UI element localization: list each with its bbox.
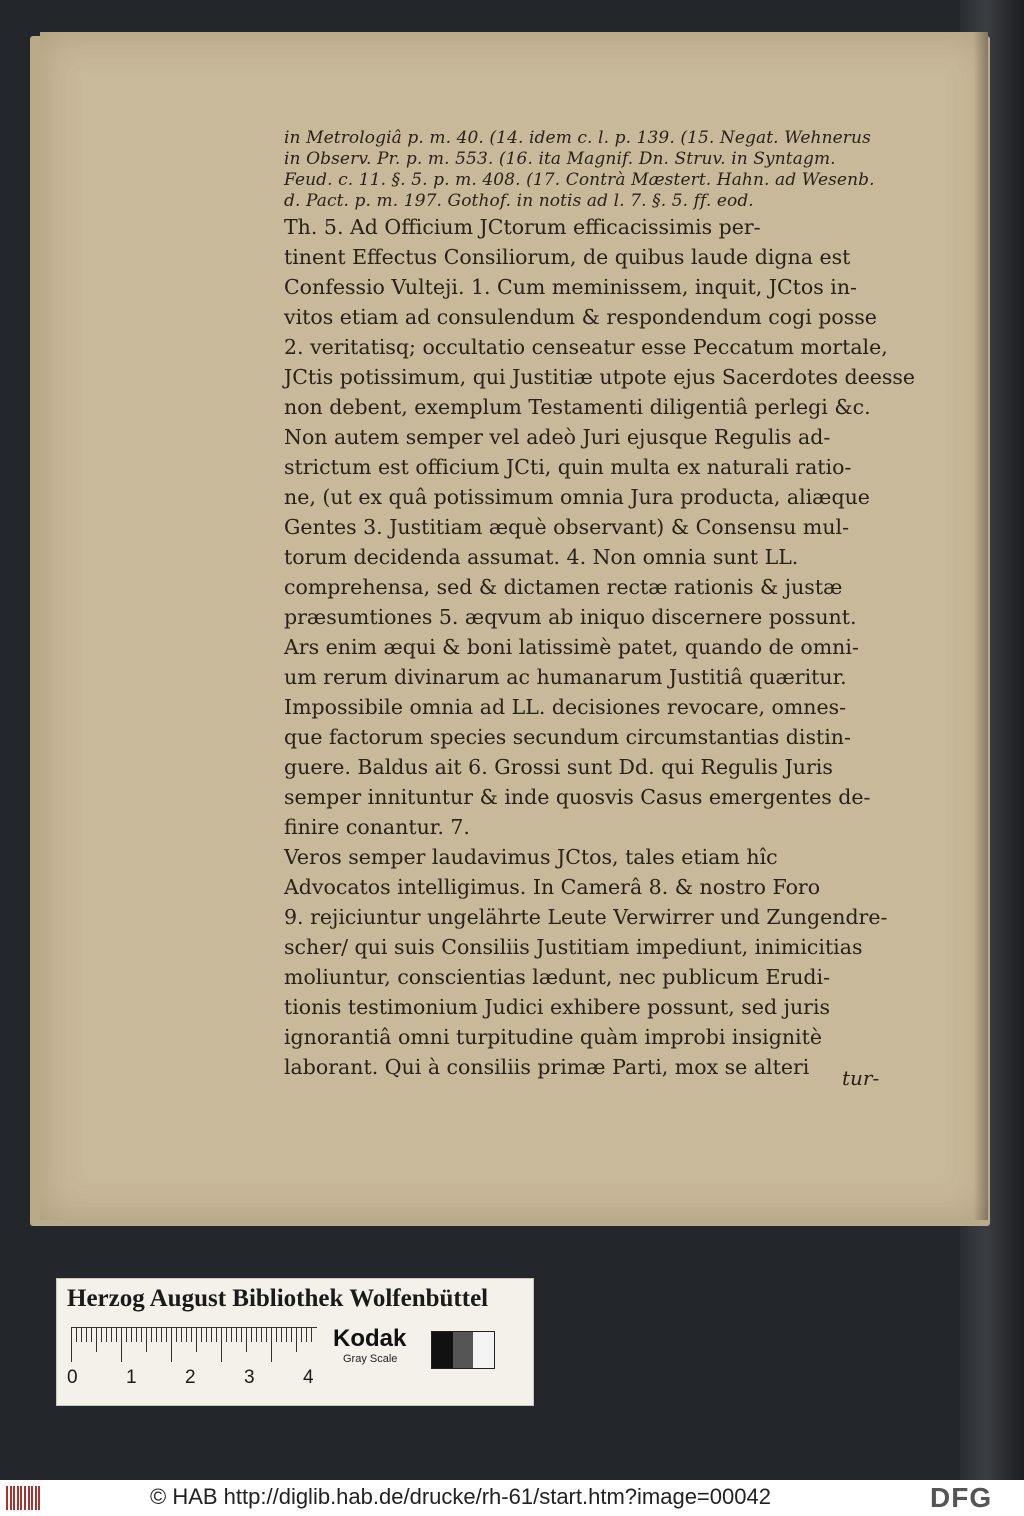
ruler-tick <box>236 1328 237 1342</box>
text-line: strictum est officium JCti, quin multa ex naturali ratio- <box>284 455 852 479</box>
swatch-black <box>432 1332 453 1368</box>
ruler-tick <box>231 1328 232 1342</box>
dfg-logo: DFG <box>930 1482 993 1513</box>
ruler-tick <box>111 1328 112 1342</box>
text-line: que factorum species secundum circumstantias distin- <box>284 725 851 749</box>
ruler-tick <box>266 1328 267 1342</box>
footnote-line: d. Pact. p. m. 197. Gothof. in notis ad l. 7. §. 5. ff. eod. <box>284 191 754 211</box>
ruler-tick <box>121 1328 122 1362</box>
footnote-line: Feud. c. 11. §. 5. p. m. 408. (17. Contrà Mæstert. Hahn. ad Wesenb. <box>284 170 875 190</box>
ruler-tick <box>196 1328 197 1352</box>
text-line: guere. Baldus ait 6. Grossi sunt Dd. qui Regulis Juris <box>284 755 833 779</box>
text-line: Gentes 3. Justitiam æquè observant) & Consensu mul- <box>284 515 850 539</box>
ruler-tick <box>216 1328 217 1342</box>
ruler-tick <box>131 1328 132 1342</box>
ruler-tick <box>176 1328 177 1342</box>
text-line: JCtis potissimum, qui Justitiæ utpote ejus Sacerdotes deesse <box>284 365 916 389</box>
ruler-tick <box>251 1328 252 1342</box>
page-text <box>284 128 916 1082</box>
ruler-tick <box>141 1328 142 1342</box>
copyright-url[interactable]: © HAB http://diglib.hab.de/drucke/rh-61/start.htm?image=00042 <box>150 1484 771 1509</box>
barcode-bar <box>38 1486 40 1510</box>
ruler-tick <box>126 1328 127 1342</box>
color-target-label <box>56 1278 534 1406</box>
ruler-numbers <box>67 1367 327 1391</box>
text-line: moliuntur, conscientias lædunt, nec publicum Erudi- <box>284 965 831 989</box>
ruler-tick <box>166 1328 167 1342</box>
ruler-tick <box>186 1328 187 1342</box>
ruler-tick <box>271 1328 272 1362</box>
footer-bar <box>0 1480 1024 1516</box>
ruler-tick <box>306 1328 307 1342</box>
swatch-dark-gray <box>453 1332 474 1368</box>
ruler-tick <box>286 1328 287 1342</box>
ruler-number: 4 <box>303 1367 314 1388</box>
ruler-tick <box>156 1328 157 1342</box>
ruler-tick <box>106 1328 107 1342</box>
barcode-bar <box>24 1486 26 1510</box>
swatch-white <box>473 1332 494 1368</box>
body-text <box>284 212 916 1082</box>
barcode-bar <box>20 1486 22 1510</box>
ruler-number: 3 <box>244 1367 255 1388</box>
text-line: vitos etiam ad consulendum & respondendum cogi posse <box>284 305 877 329</box>
text-line: Confessio Vulteji. 1. Cum meminissem, inquit, JCtos in- <box>284 275 857 299</box>
text-line: ignorantiâ omni turpitudine quàm improbi insignitè <box>284 1025 822 1049</box>
ruler-number: 2 <box>185 1367 196 1388</box>
ruler-tick <box>201 1328 202 1342</box>
ruler-tick <box>206 1328 207 1342</box>
text-line: tinent Effectus Consiliorum, de quibus laude digna est <box>284 245 851 269</box>
text-line: comprehensa, sed & dictamen rectæ rationis & justæ <box>284 575 843 599</box>
ruler-tick <box>226 1328 227 1342</box>
ruler-tick <box>86 1328 87 1342</box>
text-line: 2. veritatisq; occultatio censeatur esse Peccatum mortale, <box>284 335 888 359</box>
ruler <box>71 1327 317 1364</box>
text-line: non debent, exemplum Testamenti diligentiâ perlegi &c. <box>284 395 871 419</box>
ruler-number: 0 <box>67 1367 78 1388</box>
ruler-tick <box>101 1328 102 1342</box>
text-line: um rerum divinarum ac humanarum Justitiâ quæritur. <box>284 665 847 689</box>
barcode-bar <box>17 1486 19 1510</box>
ruler-tick <box>116 1328 117 1342</box>
text-line: ne, (ut ex quâ potissimum omnia Jura producta, aliæque <box>284 485 870 509</box>
ruler-tick <box>241 1328 242 1342</box>
barcode-bar <box>10 1486 12 1510</box>
text-line: Impossibile omnia ad LL. decisiones revocare, omnes- <box>284 695 847 719</box>
kodak-logo: Kodak <box>333 1325 407 1352</box>
text-line: Ars enim æqui & boni latissimè patet, quando de omni- <box>284 635 859 659</box>
ruler-tick <box>191 1328 192 1342</box>
barcode-bar <box>28 1486 30 1510</box>
text-line: laborant. Qui à consiliis primæ Parti, mox se alteri <box>284 1055 810 1079</box>
ruler-tick <box>146 1328 147 1352</box>
gray-swatches <box>431 1331 495 1369</box>
barcode-bar <box>6 1486 8 1510</box>
ruler-tick <box>71 1328 72 1362</box>
text-line: Th. 5. Ad Officium JCtorum efficacissimis per- <box>284 215 761 239</box>
text-line: torum decidenda assumat. 4. Non omnia sunt LL. <box>284 545 799 569</box>
ruler-tick <box>301 1328 302 1342</box>
ruler-tick <box>91 1328 92 1342</box>
ruler-tick <box>151 1328 152 1342</box>
ruler-tick <box>291 1328 292 1342</box>
barcode-bar <box>35 1486 37 1510</box>
ruler-tick <box>261 1328 262 1342</box>
text-line: tionis testimonium Judici exhibere possunt, sed juris <box>284 995 831 1019</box>
footnote-line: in Metrologiâ p. m. 40. (14. idem c. l. p. 139. (15. Negat. Wehnerus <box>284 128 871 148</box>
footnotes <box>284 128 898 212</box>
ruler-tick <box>221 1328 222 1362</box>
ruler-tick <box>296 1328 297 1352</box>
barcode-bar <box>31 1486 33 1510</box>
barcode-icon <box>6 1486 40 1510</box>
text-line: Advocatos intelligimus. In Camerâ 8. & nostro Foro <box>284 875 821 899</box>
catchword: tur- <box>842 1066 880 1090</box>
ruler-tick <box>171 1328 172 1362</box>
ruler-tick <box>81 1328 82 1342</box>
text-line: Veros semper laudavimus JCtos, tales etiam hîc <box>284 845 778 869</box>
text-line: finire conantur. 7. <box>284 815 470 839</box>
ruler-tick <box>281 1328 282 1342</box>
text-line: semper innituntur & inde quosvis Casus emergentes de- <box>284 785 871 809</box>
ruler-number: 1 <box>126 1367 137 1388</box>
ruler-tick <box>256 1328 257 1342</box>
text-line: 9. rejiciuntur ungelährte Leute Verwirrer und Zungendre- <box>284 905 888 929</box>
gray-scale-label: Gray Scale <box>343 1353 398 1365</box>
ruler-tick <box>311 1328 312 1342</box>
library-name: Herzog August Bibliothek Wolfenbüttel <box>67 1285 489 1312</box>
text-line: scher/ qui suis Consiliis Justitiam impediunt, inimicitias <box>284 935 863 959</box>
ruler-tick <box>96 1328 97 1352</box>
ruler-tick <box>136 1328 137 1342</box>
ruler-tick <box>181 1328 182 1342</box>
barcode-bar <box>13 1486 15 1510</box>
ruler-tick <box>76 1328 77 1342</box>
text-line: Non autem semper vel adeò Juri ejusque Regulis ad- <box>284 425 831 449</box>
ruler-tick <box>276 1328 277 1342</box>
footnote-line: in Observ. Pr. p. m. 553. (16. ita Magnif. Dn. Struv. in Syntagm. <box>284 149 836 169</box>
ruler-tick <box>211 1328 212 1342</box>
text-line: præsumtiones 5. æqvum ab iniquo discernere possunt. <box>284 605 857 629</box>
ruler-tick <box>246 1328 247 1352</box>
ruler-tick <box>161 1328 162 1342</box>
